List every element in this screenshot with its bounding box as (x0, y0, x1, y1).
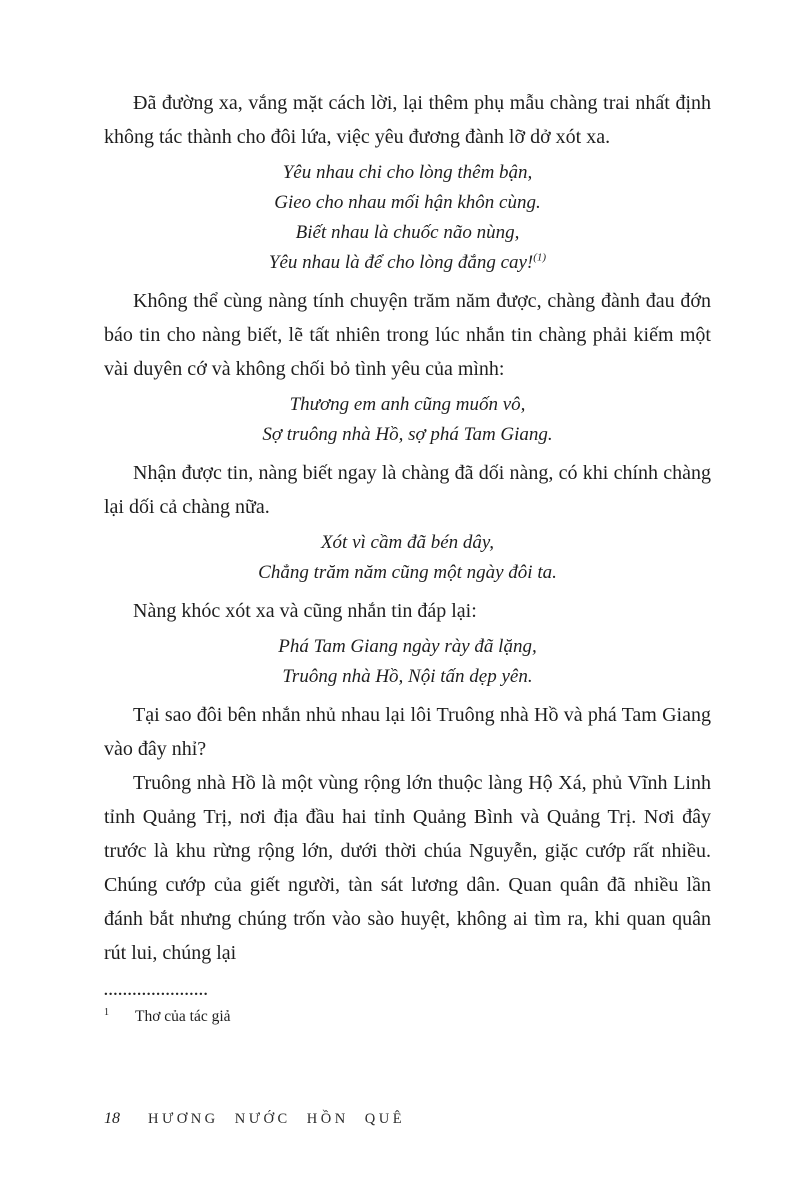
verse-line: Chẳng trăm năm cũng một ngày đôi ta. (258, 562, 557, 583)
footnote-line (104, 1006, 711, 1028)
footnote-reference: (1) (533, 251, 547, 264)
footnote-block (104, 983, 711, 1028)
verse-line: Thương em anh cũng muốn vô, (289, 394, 526, 415)
text-content (104, 86, 711, 1028)
verse-line (104, 248, 711, 278)
paragraph-3: Nhận được tin, nàng biết ngay là chàng đã dối nàng, có khi chính chàng lại dối cả chàng nữa. (104, 462, 711, 518)
verse-3 (104, 528, 711, 588)
page-number: 18 (104, 1110, 120, 1127)
verse-2 (104, 390, 711, 450)
verse-line: Biết nhau là chuốc não nùng, (295, 222, 520, 243)
verse-4 (104, 632, 711, 692)
verse-line: Phá Tam Giang ngày rày đã lặng, (278, 636, 537, 657)
paragraph-6: Truông nhà Hồ là một vùng rộng lớn thuộc làng Hộ Xá, phủ Vĩnh Linh tỉnh Quảng Trị, nơi địa đầu hai tỉnh Quảng Bình và Quảng Trị. Nơi đây trước là khu rừng rộng lớn, dưới thời chúa Nguyễn, giặc cướp rất nhiều. Chúng cướp của giết người, tàn sát lương dân. Quan quân đã nhiều lần đánh bắt nhưng chúng trốn vào sào huyệt, không ai tìm ra, khi quan quân rút lui, chúng lại (104, 772, 711, 964)
verse-line: Gieo cho nhau mối hận khôn cùng. (274, 192, 541, 213)
verse-line-text: Yêu nhau là để cho lòng đắng cay! (268, 252, 534, 273)
verse-1 (104, 158, 711, 278)
paragraph-4: Nàng khóc xót xa và cũng nhắn tin đáp lại: (133, 600, 477, 622)
verse-line: Yêu nhau chi cho lòng thêm bận, (282, 162, 533, 183)
verse-line: Truông nhà Hồ, Nội tấn dẹp yên. (282, 666, 533, 687)
running-title: HƯƠNG NƯỚC HỒN QUÊ (148, 1111, 406, 1127)
paragraph-1: Đã đường xa, vắng mặt cách lời, lại thêm phụ mẫu chàng trai nhất định không tác thành cho đôi lứa, việc yêu đương đành lỡ dở xót xa. (104, 92, 711, 148)
verse-line: Xót vì cầm đã bén dây, (320, 532, 495, 553)
footnote-text: Thơ của tác giả (135, 1008, 231, 1025)
footnote-marker: 1 (104, 1006, 109, 1018)
paragraph-5: Tại sao đôi bên nhắn nhủ nhau lại lôi Truông nhà Hồ và phá Tam Giang vào đây nhỉ? (104, 704, 711, 760)
paragraph-2: Không thể cùng nàng tính chuyện trăm năm được, chàng đành đau đớn báo tin cho nàng biết, lẽ tất nhiên trong lúc nhắn tin chàng phải kiếm một vài duyên cớ và không chối bỏ tình yêu của mình: (104, 290, 711, 380)
footnote-separator: ...................... (104, 983, 209, 999)
verse-line: Sợ truông nhà Hồ, sợ phá Tam Giang. (262, 424, 553, 445)
page-footer (104, 1110, 711, 1128)
